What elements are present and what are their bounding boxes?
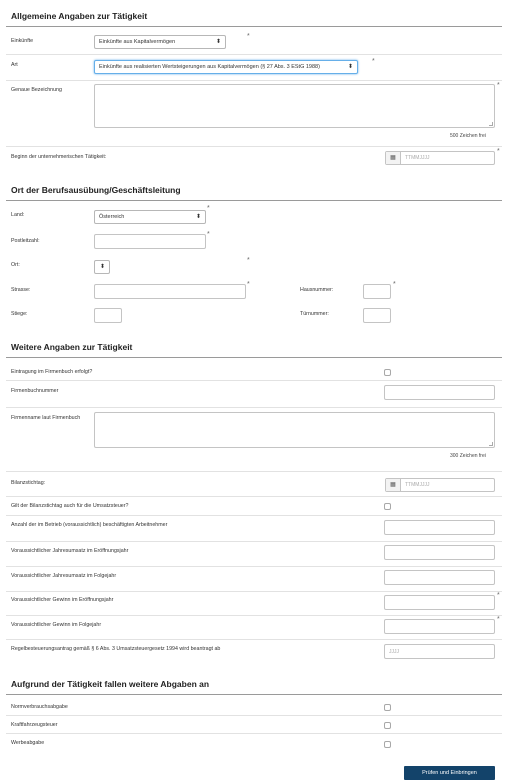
calendar-icon[interactable]: ▦ [386, 152, 401, 164]
section-title-weitere: Weitere Angaben zur Tätigkeit [11, 342, 133, 352]
strasse-input[interactable] [94, 284, 246, 299]
row-divider [6, 639, 502, 640]
regelbesteuerung-label: Regelbesteuerungsantrag gemäß § 6 Abs. 3 Umsatzsteuergesetz 1994 wird beantragt ab [11, 646, 221, 652]
tuernummer-input[interactable] [363, 308, 391, 323]
required-asterisk: * [207, 205, 210, 212]
einkuenfte-select[interactable] [94, 35, 226, 49]
firmenbuch-checkbox[interactable] [384, 369, 391, 376]
kfz-label: Kraftfahrzeugsteuer [11, 722, 58, 728]
section-divider [6, 357, 502, 358]
required-asterisk: * [372, 58, 375, 65]
row-divider [6, 733, 502, 734]
land-label: Land: [11, 212, 25, 218]
regelbesteuerung-placeholder: JJJJ [389, 649, 399, 655]
section-divider [6, 694, 502, 695]
resize-grip-icon[interactable] [489, 122, 493, 126]
row-divider [6, 715, 502, 716]
required-asterisk: * [497, 592, 500, 599]
bezeichnung-counter: 500 Zeichen frei [450, 133, 486, 139]
stiege-label: Stiege: [11, 311, 28, 317]
row-divider [6, 380, 502, 381]
einkuenfte-label: Einkünfte [11, 38, 34, 44]
normverbrauch-checkbox[interactable] [384, 704, 391, 711]
gewinn-folge-input[interactable] [384, 619, 495, 634]
gewinn-eroeffnung-input[interactable] [384, 595, 495, 610]
tuernummer-label: Türnummer: [300, 311, 329, 317]
select-caret-icon: ⬍ [347, 64, 353, 70]
firmenbuchnummer-label: Firmenbuchnummer [11, 388, 59, 394]
hausnummer-label: Hausnummer: [300, 287, 334, 293]
required-asterisk: * [207, 231, 210, 238]
art-select-value: Einkünfte aus realisierten Wertsteigerungen aus Kapitalvermögen (§ 27 Abs. 3 EStG 1988) [99, 64, 320, 70]
firmenbuchnummer-input[interactable] [384, 385, 495, 400]
select-caret-icon: ⬍ [99, 264, 105, 270]
calendar-icon[interactable]: ▦ [386, 479, 401, 491]
required-asterisk: * [247, 257, 250, 264]
arbeitnehmer-input[interactable] [384, 520, 495, 535]
row-divider [6, 566, 502, 567]
stiege-input[interactable] [94, 308, 122, 323]
umsatz-eroeffnung-input[interactable] [384, 545, 495, 560]
bilanz-ust-label: Gilt der Bilanzstichtag auch für die Umsatzsteuer? [11, 503, 129, 509]
section-divider [6, 200, 502, 201]
bezeichnung-label: Genaue Bezeichnung [11, 87, 62, 93]
row-divider [6, 54, 502, 55]
firmenname-counter: 300 Zeichen frei [450, 453, 486, 459]
kfz-checkbox[interactable] [384, 722, 391, 729]
row-divider [6, 515, 502, 516]
werbeabgabe-checkbox[interactable] [384, 741, 391, 748]
row-divider [6, 80, 502, 81]
section-title-ort: Ort der Berufsausübung/Geschäftsleitung [11, 185, 181, 195]
plz-input[interactable] [94, 234, 206, 249]
firmenname-label: Firmenname laut Firmenbuch [11, 415, 81, 421]
required-asterisk: * [497, 148, 500, 155]
row-divider [6, 541, 502, 542]
bilanz-ust-checkbox[interactable] [384, 503, 391, 510]
select-caret-icon: ⬍ [195, 214, 201, 220]
select-caret-icon: ⬍ [215, 39, 221, 45]
ort-select[interactable] [94, 260, 110, 274]
required-asterisk: * [393, 281, 396, 288]
required-asterisk: * [247, 281, 250, 288]
section-title-abgaben: Aufgrund der Tätigkeit fallen weitere Abgaben an [11, 679, 210, 689]
gewinn-folge-label: Voraussichtlicher Gewinn im Folgejahr [11, 622, 102, 628]
plz-label: Postleitzahl: [11, 238, 40, 244]
bezeichnung-textarea[interactable] [94, 84, 495, 128]
row-divider [6, 471, 502, 472]
ort-label: Ort: [11, 262, 20, 268]
gewinn-eroeffnung-label: Voraussichtlicher Gewinn im Eröffnungsjahr [11, 597, 114, 603]
row-divider [6, 146, 502, 147]
beginn-label: Beginn der unternehmerischen Tätigkeit: [11, 154, 107, 160]
row-divider [6, 591, 502, 592]
row-divider [6, 407, 502, 408]
regelbesteuerung-input[interactable] [384, 644, 495, 659]
required-asterisk: * [247, 33, 250, 40]
row-divider [6, 615, 502, 616]
resize-grip-icon[interactable] [489, 442, 493, 446]
firmenname-textarea[interactable] [94, 412, 495, 448]
firmenbuch-label: Eintragung im Firmenbuch erfolgt? [11, 369, 93, 375]
umsatz-folge-label: Voraussichtlicher Jahresumsatz im Folgejahr [11, 573, 117, 579]
werbeabgabe-label: Werbeabgabe [11, 740, 45, 746]
arbeitnehmer-label: Anzahl der im Betrieb (voraussichtlich) beschäftigten Arbeitnehmer [11, 522, 168, 528]
section-divider [6, 26, 502, 27]
einkuenfte-select-value: Einkünfte aus Kapitalvermögen [99, 39, 176, 45]
normverbrauch-label: Normverbrauchsabgabe [11, 704, 68, 710]
bilanzstichtag-date-input[interactable] [385, 478, 495, 492]
row-divider [6, 496, 502, 497]
art-label: Art [11, 62, 18, 68]
land-select-value: Österreich [99, 214, 125, 220]
umsatz-folge-input[interactable] [384, 570, 495, 585]
required-asterisk: * [497, 616, 500, 623]
land-select[interactable] [94, 210, 206, 224]
umsatz-eroeffnung-label: Voraussichtlicher Jahresumsatz im Eröffnungsjahr [11, 548, 129, 554]
hausnummer-input[interactable] [363, 284, 391, 299]
beginn-placeholder: TTMMJJJJ [405, 155, 430, 161]
art-select[interactable] [94, 60, 358, 74]
submit-button[interactable]: Prüfen und Einbringen [404, 766, 495, 780]
bilanzstichtag-placeholder: TTMMJJJJ [405, 482, 430, 488]
beginn-date-input[interactable] [385, 151, 495, 165]
required-asterisk: * [497, 82, 500, 89]
section-title-allgemeine: Allgemeine Angaben zur Tätigkeit [11, 11, 148, 21]
strasse-label: Strasse: [11, 287, 31, 293]
bilanzstichtag-label: Bilanzstichtag: [11, 480, 46, 486]
